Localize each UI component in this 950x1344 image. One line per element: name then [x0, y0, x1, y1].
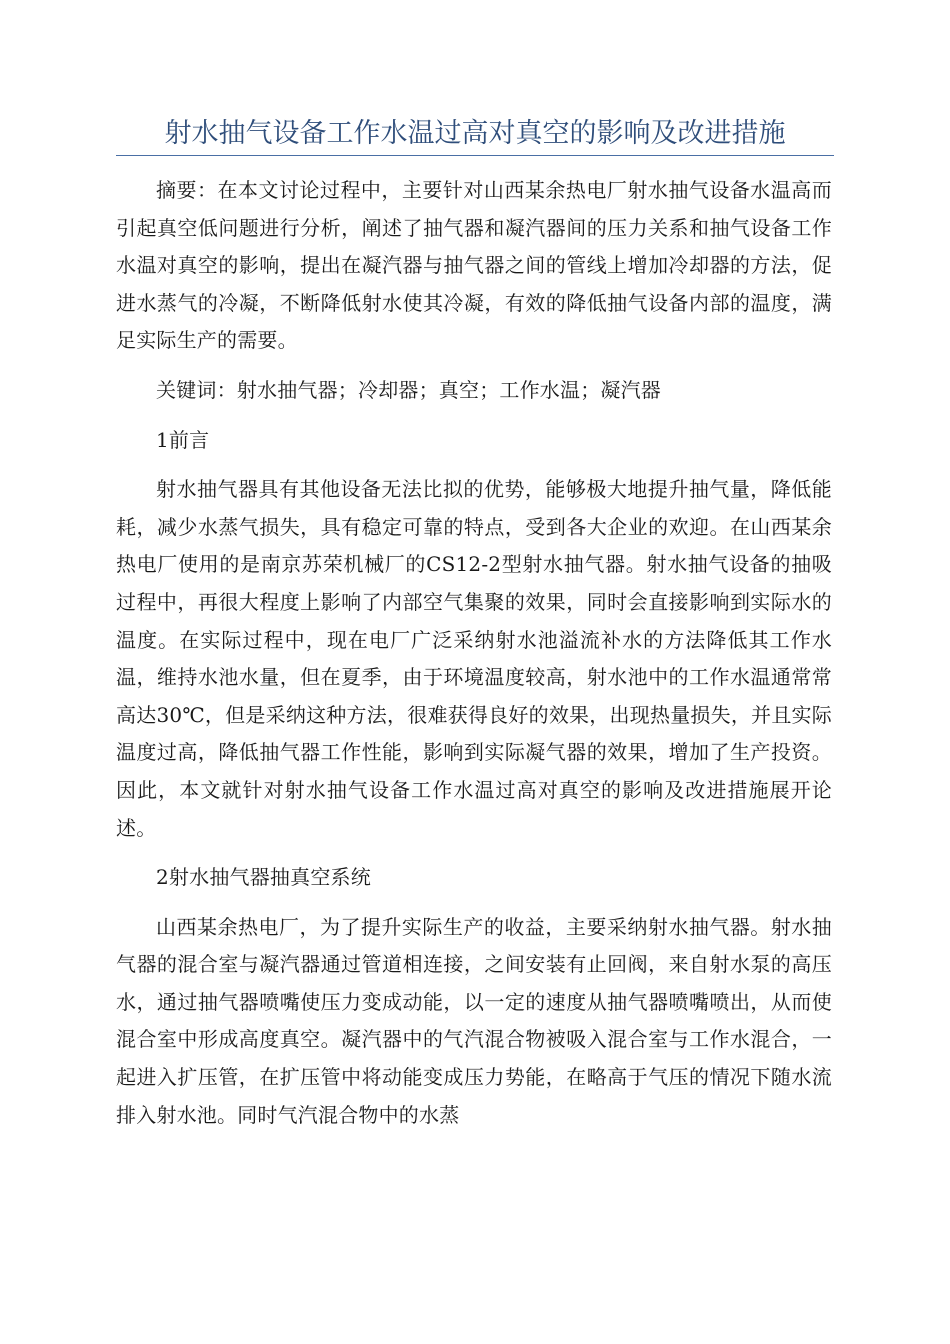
- section-1-heading: 1前言: [156, 427, 210, 452]
- title-underline: [116, 155, 834, 156]
- abstract-paragraph: 摘要：在本文讨论过程中，主要针对山西某余热电厂射水抽气设备水温高而引起真空低问题进行分析，阐述了抽气器和凝汽器间的压力关系和抽气设备工作水温对真空的影响，提出在凝汽器与抽气器之间的管线上增加冷却器的方法，促进水蒸气的冷凝，不断降低射水使其冷凝，有效的降低抽气设备内部的温度，满足实际生产的需要。: [116, 178, 832, 353]
- document-body: [116, 172, 832, 1146]
- section-2-paragraph: 山西某余热电厂，为了提升实际生产的收益，主要采纳射水抽气器。射水抽气器的混合室与凝汽器通过管道相连接，之间安装有止回阀，来自射水泵的高压水，通过抽气器喷嘴使压力变成动能，以一定的速度从抽气器喷嘴喷出，从而使混合室中形成高度真空。凝汽器中的气汽混合物被吸入混合室与工作水混合，一起进入扩压管，在扩压管中将动能变成压力势能，在略高于气压的情况下随水流排入射水池。同时气汽混合物中的水蒸: [116, 914, 832, 1127]
- document-title: 射水抽气设备工作水温过高对真空的影响及改进措施: [164, 118, 786, 149]
- section-2-heading: 2射水抽气器抽真空系统: [156, 865, 371, 890]
- keywords-paragraph: 关键词：射水抽气器；冷却器；真空；工作水温；凝汽器: [156, 377, 661, 402]
- section-1-paragraph: 射水抽气器具有其他设备无法比拟的优势，能够极大地提升抽气量，降低能耗，减少水蒸气损失，具有稳定可靠的特点，受到各大企业的欢迎。在山西某余热电厂使用的是南京苏荣机械厂的CS12-2型射水抽气器。射水抽气设备的抽吸过程中，再很大程度上影响了内部空气集聚的效果，同时会直接影响到实际水的温度。在实际过程中，现在电厂广泛采纳射水池溢流补水的方法降低其工作水温，维持水池水量，但在夏季，由于环境温度较高，射水池中的工作水温通常常高达30℃，但是采纳这种方法，很难获得良好的效果，出现热量损失，并且实际温度过高，降低抽气器工作性能，影响到实际凝气器的效果，增加了生产投资。因此，本文就针对射水抽气设备工作水温过高对真空的影响及改进措施展开论述。: [116, 477, 832, 840]
